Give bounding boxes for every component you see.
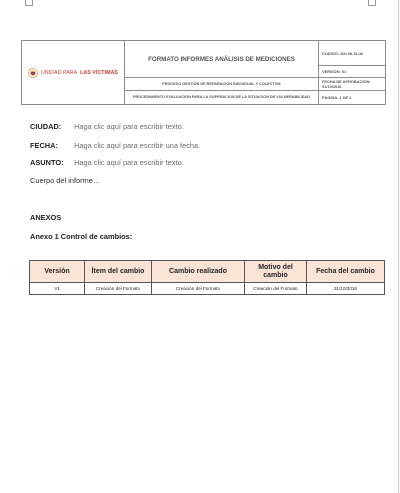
cell-change: Creación del Formato	[152, 283, 245, 295]
unidad-victimas-logo	[25, 68, 121, 78]
header-item: Ítem del cambio	[85, 261, 152, 283]
asunto-content-control[interactable]: Haga clic aquí para escribir texto.	[74, 158, 184, 167]
cell-item: Creación del Formato	[85, 283, 152, 295]
ciudad-content-control[interactable]: Haga clic aquí para escribir texto.	[74, 122, 184, 131]
cell-version: V1	[30, 283, 85, 295]
ciudad-field	[30, 122, 184, 131]
cell-reason: Creación del Formato	[245, 283, 307, 295]
fecha-date-picker[interactable]: Haga clic aquí para escribir una fecha.	[74, 141, 201, 150]
ciudad-label: CIUDAD:	[30, 122, 62, 131]
asunto-field	[30, 158, 184, 167]
fecha-field	[30, 141, 200, 150]
colombia-seal-icon	[28, 68, 38, 78]
annexes-heading: ANEXOS	[30, 213, 62, 222]
report-body-text[interactable]: Cuerpo del informe…	[30, 176, 101, 185]
header-change: Cambio realizado	[152, 261, 245, 283]
version-cell: VERSIÓN: 01	[319, 66, 386, 78]
logo-text-unidad: UNIDAD PARA	[41, 69, 78, 76]
fecha-label: FECHA:	[30, 141, 58, 150]
change-control-table	[29, 260, 385, 295]
margin-corner-mark-right	[368, 0, 376, 6]
format-title: FORMATO INFORMES ANÁLISIS DE MEDICIONES	[125, 41, 319, 78]
asunto-label: ASUNTO:	[30, 158, 64, 167]
table-header-row	[30, 261, 385, 283]
logo-text-victimas: LAS VÍCTIMAS	[80, 69, 118, 76]
annex-title: Anexo 1 Control de cambios:	[30, 232, 133, 241]
header-reason: Motivo del cambio	[245, 261, 307, 283]
logo-cell	[22, 41, 125, 105]
table-row	[30, 283, 385, 295]
code-cell: CODIGO: 400.08.15-46	[319, 41, 386, 66]
page-number-cell: PÁGINA: 1 DE 1	[319, 91, 386, 105]
process-cell: PROCESO GESTIÓN DE REPARACIÓN INDIVIDUAL Y COLECTIVA	[125, 78, 319, 91]
approval-date-cell: FECHA DE APROBACIÓN: 31/10/2016	[319, 78, 386, 91]
margin-corner-mark-left	[25, 0, 33, 6]
document-header-table	[21, 40, 386, 105]
header-date: Fecha del cambio	[307, 261, 385, 283]
procedure-cell: PROCEDIMIENTO EVALUACION PARA LA SUPERACION DE LA SITUACION DE VULNERABILIDAD	[125, 91, 319, 105]
cell-date: 31/10/2016	[307, 283, 385, 295]
header-version: Versión	[30, 261, 85, 283]
